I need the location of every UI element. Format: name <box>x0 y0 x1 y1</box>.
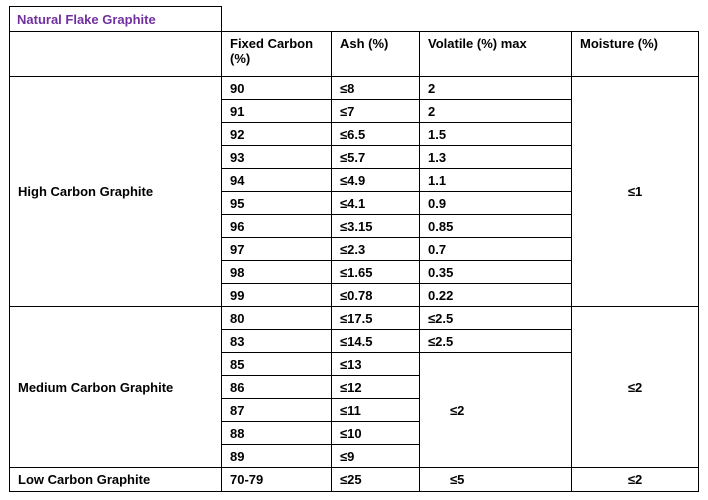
fixed-carbon-cell: 94 <box>221 168 332 192</box>
ash-cell: ≤3.15 <box>331 214 420 238</box>
fixed-carbon-cell: 70-79 <box>221 467 332 492</box>
volatile-cell: 2 <box>419 99 572 123</box>
table-title: Natural Flake Graphite <box>9 6 222 32</box>
ash-cell: ≤11 <box>331 398 420 422</box>
ash-cell: ≤8 <box>331 76 420 100</box>
ash-cell: ≤2.3 <box>331 237 420 261</box>
group-label-medium: Medium Carbon Graphite <box>9 306 222 468</box>
moisture-medium: ≤2 <box>571 306 699 468</box>
moisture-low: ≤2 <box>571 467 699 492</box>
ash-cell: ≤17.5 <box>331 306 420 330</box>
fixed-carbon-cell: 87 <box>221 398 332 422</box>
ash-cell: ≤13 <box>331 352 420 376</box>
volatile-low: ≤5 <box>419 467 572 492</box>
fixed-carbon-cell: 83 <box>221 329 332 353</box>
fixed-carbon-cell: 90 <box>221 76 332 100</box>
fixed-carbon-cell: 97 <box>221 237 332 261</box>
ash-cell: ≤14.5 <box>331 329 420 353</box>
ash-cell: ≤10 <box>331 421 420 445</box>
volatile-cell: 2 <box>419 76 572 100</box>
fixed-carbon-cell: 95 <box>221 191 332 215</box>
volatile-cell: 0.35 <box>419 260 572 284</box>
ash-cell: ≤6.5 <box>331 122 420 146</box>
volatile-cell: 0.7 <box>419 237 572 261</box>
volatile-cell: ≤2.5 <box>419 306 572 330</box>
fixed-carbon-cell: 88 <box>221 421 332 445</box>
volatile-cell: 1.1 <box>419 168 572 192</box>
fixed-carbon-cell: 85 <box>221 352 332 376</box>
header-ash: Ash (%) <box>331 31 420 77</box>
header-blank-cell <box>9 31 222 77</box>
ash-cell: ≤4.1 <box>331 191 420 215</box>
ash-cell: ≤5.7 <box>331 145 420 169</box>
header-volatile: Volatile (%) max <box>419 31 572 77</box>
fixed-carbon-cell: 92 <box>221 122 332 146</box>
ash-cell: ≤0.78 <box>331 283 420 307</box>
group-label-high: High Carbon Graphite <box>9 76 222 307</box>
fixed-carbon-cell: 96 <box>221 214 332 238</box>
volatile-cell: ≤2.5 <box>419 329 572 353</box>
ash-cell: ≤9 <box>331 444 420 468</box>
fixed-carbon-cell: 99 <box>221 283 332 307</box>
ash-cell: ≤4.9 <box>331 168 420 192</box>
group-label-low: Low Carbon Graphite <box>9 467 222 492</box>
fixed-carbon-cell: 86 <box>221 375 332 399</box>
ash-cell: ≤1.65 <box>331 260 420 284</box>
moisture-high: ≤1 <box>571 76 699 307</box>
volatile-cell: 0.9 <box>419 191 572 215</box>
ash-cell: ≤7 <box>331 99 420 123</box>
fixed-carbon-cell: 80 <box>221 306 332 330</box>
volatile-cell: 0.22 <box>419 283 572 307</box>
fixed-carbon-cell: 98 <box>221 260 332 284</box>
fixed-carbon-cell: 89 <box>221 444 332 468</box>
volatile-cell: 1.3 <box>419 145 572 169</box>
volatile-medium-merged: ≤2 <box>419 352 572 468</box>
header-fixed-carbon: Fixed Carbon (%) <box>221 31 332 77</box>
fixed-carbon-cell: 93 <box>221 145 332 169</box>
ash-cell: ≤25 <box>331 467 420 492</box>
volatile-cell: 1.5 <box>419 122 572 146</box>
volatile-cell: 0.85 <box>419 214 572 238</box>
fixed-carbon-cell: 91 <box>221 99 332 123</box>
ash-cell: ≤12 <box>331 375 420 399</box>
header-moisture: Moisture (%) <box>571 31 699 77</box>
